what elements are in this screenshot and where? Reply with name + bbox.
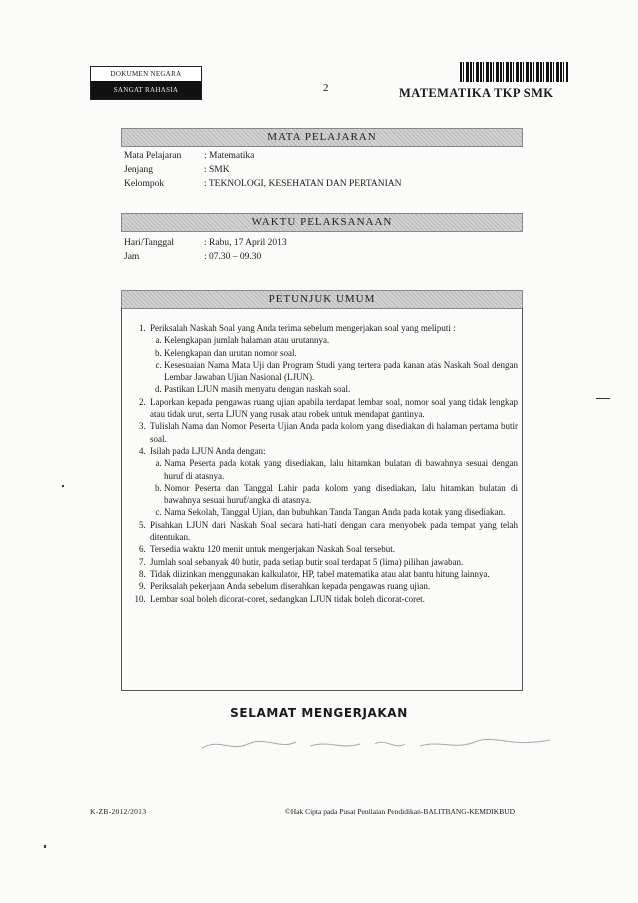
closing-message: SELAMAT MENGERJAKAN [230,706,408,720]
classification-bottom: SANGAT RAHASIA [91,81,201,99]
scan-mark [596,398,610,399]
sub-list-item: a. Nama Peserta pada kotak yang disediakan, lalu hitamkan bulatan di bawahnya sesuai dengan huruf di atasnya. [164,457,518,482]
list-item: 7. Jumlah soal sebanyak 40 butir, pada setiap butir soal terdapat 5 (lima) pilihan jawaban. [148,556,518,568]
sub-list [150,334,518,395]
section-time-title: WAKTU PELAKSANAAN [121,213,523,232]
sub-list-item: d. Pastikan LJUN masih menyatu dengan naskah soal. [164,383,518,395]
copyright-notice: ©Hak Cipta pada Pusat Penilaian Pendidikan-BALITBANG-KEMDIKBUD [285,807,516,816]
list-item: 8. Tidak diizinkan menggunakan kalkulator, HP, tabel matematika atau alat bantu hitung lainnya. [148,568,518,580]
barcode-image [460,62,568,82]
handwritten-scribble [200,734,560,756]
info-row: Kelompok : TEKNOLOGI, KESEHATAN DAN PERTANIAN [124,179,402,189]
section-time-rows [124,236,287,264]
list-item: 9. Periksalah pekerjaan Anda sebelum diserahkan kepada pengawas ruang ujian. [148,580,518,592]
sub-list-item: a. Kelengkapan jumlah halaman atau urutannya. [164,334,518,346]
section-instructions-title: PETUNJUK UMUM [121,290,523,309]
list-item: 4. Isilah pada LJUN Anda dengan: a. Nama Peserta pada kotak yang disediakan, lalu hitamkan bulatan di bawahnya sesuai dengan huruf di atasnya. b. Nomor Peserta dan Tanggal Lahir pada kolom yang disediakan, lalu hitamkan bulatan di bawahnya sesuai huruf/angka di atasnya. c. Nama Sekolah, Tanggal Ujian, dan bubuhkan Tanda Tangan Anda pada kotak yang disediakan. [148,445,518,519]
classification-top: DOKUMEN NEGARA [91,67,201,81]
sub-list-item: c. Nama Sekolah, Tanggal Ujian, dan bubuhkan Tanda Tangan Anda pada kotak yang disediakan. [164,506,518,518]
document-code: K-ZB-2012/2013 [90,807,147,816]
info-row: Jam : 07.30 – 09.30 [124,252,262,262]
list-item: 3. Tulislah Nama dan Nomor Peserta Ujian Anda pada kolom yang disediakan di halaman pertama butir soal. [148,420,518,445]
info-row: Jenjang : SMK [124,165,230,175]
sub-list-item: c. Kesesuaian Nama Mata Uji dan Program Studi yang tertera pada kanan atas Naskah Soal dengan Lembar Jawaban Ujian Nasional (LJUN). [164,359,518,384]
list-item: 5. Pisahkan LJUN dari Naskah Soal secara hati-hati dengan cara menyobek pada tempat yang telah ditentukan. [148,519,518,544]
section-subject-title: MATA PELAJARAN [121,128,523,147]
instructions-list [138,322,518,605]
list-item: 6. Tersedia waktu 120 menit untuk mengerjakan Naskah Soal tersebut. [148,543,518,555]
sub-list-item: b. Kelengkapan dan urutan nomor soal. [164,347,518,359]
list-item: 10. Lembar soal boleh dicorat-coret, sedangkan LJUN tidak boleh dicorat-coret. [148,593,518,605]
section-subject-rows [124,149,401,191]
classification-box [90,66,202,100]
subject-heading: MATEMATIKA TKP SMK [399,86,554,100]
scan-dot [44,845,46,848]
list-item: 1. Periksalah Naskah Soal yang Anda terima sebelum mengerjakan soal yang meliputi : a. Kelengkapan jumlah halaman atau urutannya. b. Kelengkapan dan urutan nomor soal. c. Kesesuaian Nama Mata Uji dan Program Studi yang tertera pada kanan atas Naskah Soal dengan Lembar Jawaban Ujian Nasional (LJUN). d. Pastikan LJUN masih menyatu dengan naskah soal. [148,322,518,396]
sub-list [150,457,518,518]
page-number: 2 [323,82,329,94]
scan-dot [62,485,64,487]
sub-list-item: b. Nomor Peserta dan Tanggal Lahir pada kolom yang disediakan, lalu hitamkan bulatan di bawahnya sesuai huruf/angka di atasnya. [164,482,518,507]
info-row: Mata Pelajaran : Matematika [124,151,255,161]
list-item: 2. Laporkan kepada pengawas ruang ujian apabila terdapat lembar soal, nomor soal yang tidak lengkap atau tidak urut, serta LJUN yang rusak atau robek untuk mendapat gantinya. [148,396,518,421]
info-row: Hari/Tanggal : Rabu, 17 April 2013 [124,238,287,248]
